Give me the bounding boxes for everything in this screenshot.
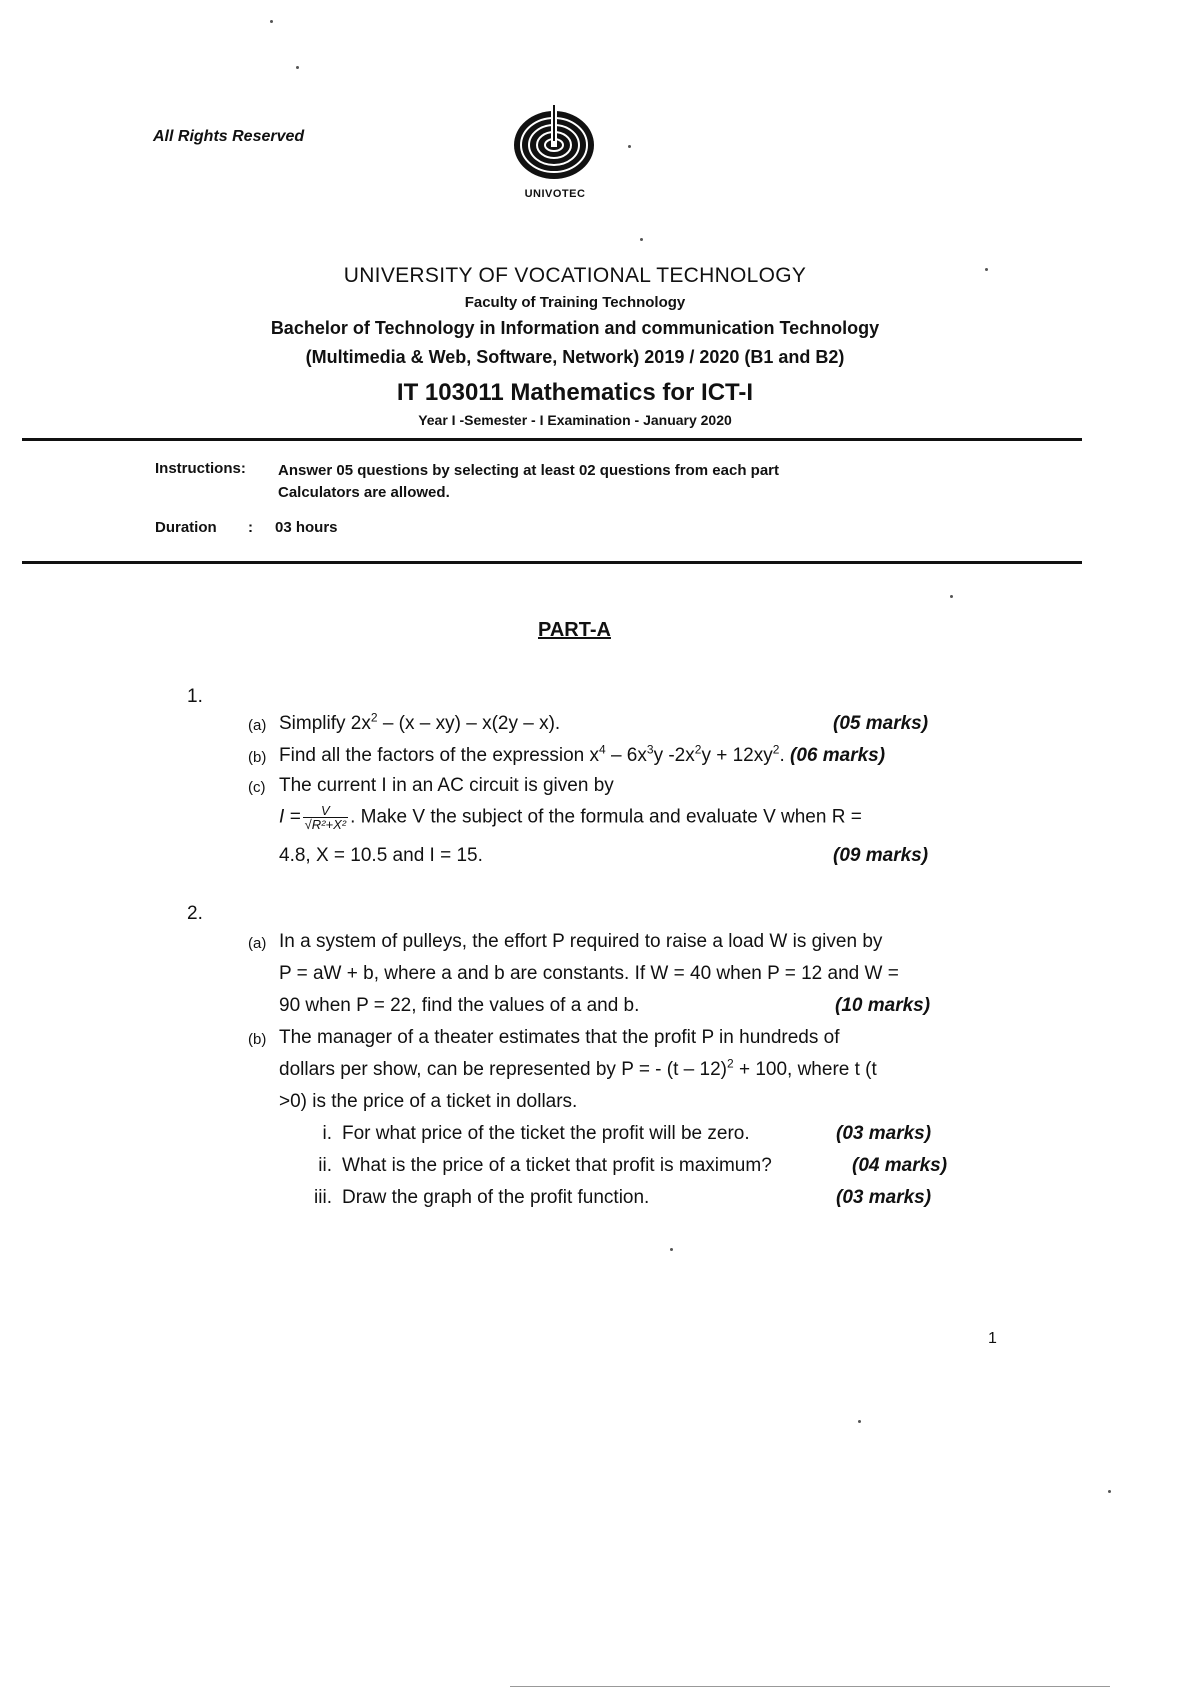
- q1c-fraction: $\frac{V}{\text{√R²+X²}}$: [304, 803, 347, 832]
- q2b-line-1: The manager of a theater estimates that the profit P in hundreds of: [279, 1027, 840, 1048]
- q2b-sub-i-text: For what price of the ticket the profit will be zero.: [342, 1123, 750, 1144]
- faculty-name: Faculty of Training Technology: [464, 294, 686, 311]
- instruction-line-1: Answer 05 questions by selecting at least 02 questions from each part: [278, 462, 779, 479]
- q2b-sub-ii-text: What is the price of a ticket that profit is maximum?: [342, 1155, 772, 1176]
- q2b-line-2: dollars per show, can be represented by P = - (t – 12)$^2$ + 100, where t (t: [279, 1056, 877, 1080]
- scan-speck: [270, 20, 273, 23]
- duration-colon: :: [248, 519, 253, 536]
- q1b-text: Find all the factors of the expression $x^4 - 6x^3y$ $-2x^2y + 12xy^2$. (06 marks): [279, 742, 886, 766]
- scan-speck: [858, 1420, 861, 1423]
- rights-reserved: All Rights Reserved: [153, 128, 305, 145]
- univotec-logo: [508, 105, 600, 183]
- scan-speck: [640, 238, 643, 241]
- scan-speck: [628, 145, 631, 148]
- q2b-line-3: >0) is the price of a ticket in dollars.: [279, 1091, 578, 1112]
- q2a-marks: (10 marks): [835, 995, 931, 1016]
- exam-line: Year I -Semester - I Examination - January 2020: [418, 412, 732, 428]
- q1c-line-3: 4.8, X = 10.5 and I = 15.: [279, 845, 483, 866]
- q1a-tag: (a): [248, 717, 267, 734]
- q2b-sub-ii-marks: (04 marks): [852, 1155, 948, 1176]
- q2b-sub-i-marks: (03 marks): [836, 1123, 932, 1144]
- q1b-tag: (b): [248, 749, 267, 766]
- q1c-line-2: I = $\frac{V}{\text{√R²+X²}}$ . Make V the subject of the formula and evaluate V when R =: [279, 803, 862, 832]
- q2a-line-2: P = aW + b, where a and b are constants. If W = 40 when P = 12 and W =: [279, 963, 899, 984]
- scan-speck: [296, 66, 299, 69]
- q1c-tag: (c): [248, 779, 266, 796]
- part-a-title: PART-A: [538, 619, 611, 641]
- q1a-marks: (05 marks): [833, 713, 929, 734]
- q2a-line-3: 90 when P = 22, find the values of a and b.: [279, 995, 640, 1016]
- q1c-line-1: The current I in an AC circuit is given by: [279, 775, 614, 796]
- scan-edge-line: [510, 1686, 1110, 1687]
- duration-label: Duration: [155, 519, 217, 536]
- question-2-number: 2.: [187, 903, 203, 924]
- q1c-marks: (09 marks): [833, 845, 929, 866]
- university-name: UNIVERSITY OF VOCATIONAL TECHNOLOGY: [343, 264, 807, 287]
- q2b-tag: (b): [248, 1031, 267, 1048]
- q1b-marks: (06 marks): [790, 745, 886, 766]
- duration-value: 03 hours: [275, 519, 338, 536]
- scan-speck: [985, 268, 988, 271]
- degree-name: Bachelor of Technology in Information and communication Technology: [270, 318, 880, 338]
- q1a-text: Simplify $2x^2 - (x - xy) - x(2y - x)$.: [279, 710, 561, 734]
- header-divider-bottom: [22, 561, 1082, 564]
- question-1-number: 1.: [187, 686, 203, 707]
- scan-speck: [670, 1248, 673, 1251]
- q2a-tag: (a): [248, 935, 267, 952]
- instructions-label: Instructions:: [155, 460, 246, 477]
- q2b-sub-iii-text: Draw the graph of the profit function.: [342, 1187, 650, 1208]
- page-number: 1: [988, 1330, 997, 1347]
- instructions-text: [278, 460, 779, 504]
- logo-text: UNIVOTEC: [524, 188, 586, 200]
- q2a-line-1: In a system of pulleys, the effort P required to raise a load W is given by: [279, 931, 883, 952]
- scan-speck: [950, 595, 953, 598]
- header-divider-top: [22, 438, 1082, 441]
- q2b-sub-ii-numeral: ii.: [318, 1155, 332, 1176]
- course-title: IT 103011 Mathematics for ICT-I: [396, 379, 754, 406]
- instruction-line-2: Calculators are allowed.: [278, 484, 450, 501]
- q2b-sub-iii-numeral: iii.: [314, 1187, 332, 1208]
- scan-speck: [1108, 1490, 1111, 1493]
- programs-line: (Multimedia & Web, Software, Network) 2019 / 2020 (B1 and B2): [305, 347, 845, 367]
- q2b-sub-i-numeral: i.: [322, 1123, 332, 1144]
- q2b-sub-iii-marks: (03 marks): [836, 1187, 932, 1208]
